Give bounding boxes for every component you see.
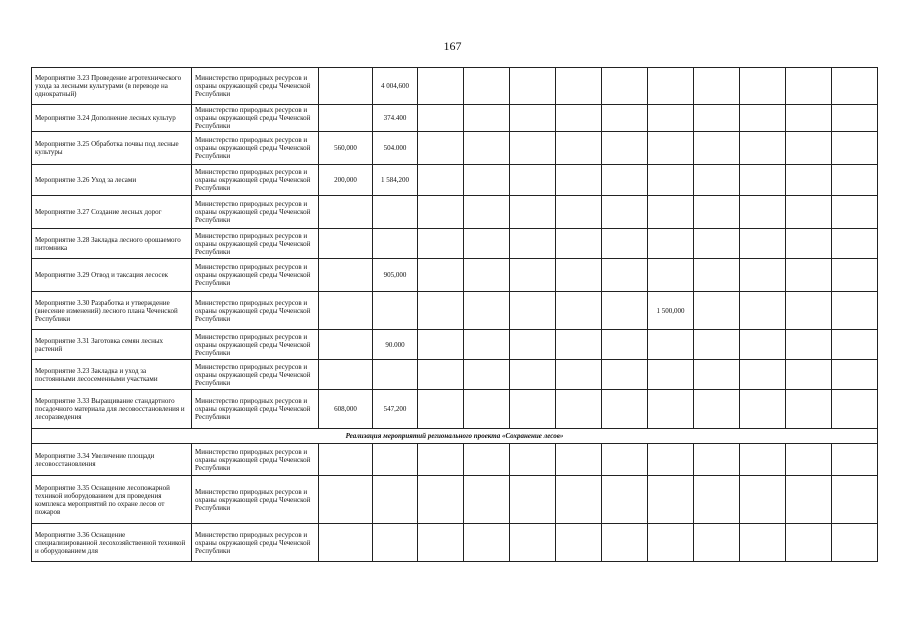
value-cell [418,390,464,429]
table-row [32,196,878,229]
measure-name: Мероприятие 3.33 Выращивание стандартного посадочного материала для лесовосстановления и лесоразведения [32,390,192,429]
value-cell [786,524,832,562]
value-cell [464,165,510,196]
measures-table [31,67,878,562]
value-cell [464,524,510,562]
value-cell [648,444,694,476]
table-row [32,259,878,292]
value-cell: 374.400 [373,105,418,132]
table-row [32,132,878,165]
table-row [32,330,878,360]
value-cell [832,259,878,292]
value-cell [602,68,648,105]
value-cell [556,229,602,259]
responsible-executor: Министерство природных ресурсов и охраны окружающей среды Чеченской Республики [192,390,319,429]
value-cell [740,68,786,105]
value-cell [510,524,556,562]
value-cell [510,330,556,360]
responsible-executor: Министерство природных ресурсов и охраны окружающей среды Чеченской Республики [192,444,319,476]
value-cell [694,132,740,165]
value-cell [510,292,556,330]
value-cell [694,330,740,360]
value-cell [602,229,648,259]
responsible-executor: Министерство природных ресурсов и охраны окружающей среды Чеченской Республики [192,165,319,196]
responsible-executor: Министерство природных ресурсов и охраны окружающей среды Чеченской Республики [192,68,319,105]
responsible-executor: Министерство природных ресурсов и охраны окружающей среды Чеченской Республики [192,229,319,259]
value-cell [648,229,694,259]
measure-name: Мероприятие 3.25 Обработка почвы под лесные культуры [32,132,192,165]
value-cell [602,132,648,165]
measure-name: Мероприятие 3.34 Увеличение площади лесовосстановления [32,444,192,476]
value-cell [602,476,648,524]
value-cell [373,444,418,476]
value-cell [464,390,510,429]
value-cell [832,165,878,196]
value-cell [319,476,373,524]
value-cell [602,360,648,390]
value-cell [694,229,740,259]
value-cell [786,68,832,105]
table-row [32,360,878,390]
value-cell [786,259,832,292]
value-cell [786,165,832,196]
value-cell [602,524,648,562]
value-cell [694,165,740,196]
value-cell [418,330,464,360]
value-cell [464,360,510,390]
value-cell [510,259,556,292]
value-cell [418,292,464,330]
value-cell [319,292,373,330]
value-cell [418,165,464,196]
value-cell [694,476,740,524]
table-row [32,444,878,476]
value-cell [786,292,832,330]
value-cell [464,132,510,165]
measure-name: Мероприятие 3.28 Закладка лесного орошаемого питомника [32,229,192,259]
table-row [32,229,878,259]
value-cell [510,476,556,524]
value-cell [694,360,740,390]
value-cell [832,444,878,476]
value-cell [648,132,694,165]
measure-name: Мероприятие 3.29 Отвод и таксация лесосек [32,259,192,292]
value-cell [740,524,786,562]
measure-name: Мероприятие 3.36 Оснащение специализированной лесохозяйственной техникой и оборудованием для [32,524,192,562]
value-cell [786,132,832,165]
value-cell: 504.000 [373,132,418,165]
value-cell [694,105,740,132]
value-cell [418,196,464,229]
value-cell [786,105,832,132]
value-cell [694,444,740,476]
value-cell [648,360,694,390]
value-cell [556,259,602,292]
value-cell [740,105,786,132]
value-cell [648,524,694,562]
value-cell [832,68,878,105]
table-row [32,165,878,196]
value-cell [556,292,602,330]
value-cell [602,444,648,476]
table-row [32,524,878,562]
value-cell [319,105,373,132]
value-cell [464,68,510,105]
value-cell: 4 004,600 [373,68,418,105]
responsible-executor: Министерство природных ресурсов и охраны окружающей среды Чеченской Республики [192,524,319,562]
value-cell [373,196,418,229]
value-cell [510,132,556,165]
value-cell [556,68,602,105]
value-cell [418,105,464,132]
measure-name: Мероприятие 3.23 Проведение агротехнического ухода за лесными культурами (в переводе на однократный) [32,68,192,105]
responsible-executor: Министерство природных ресурсов и охраны окружающей среды Чеченской Республики [192,196,319,229]
measure-name: Мероприятие 3.24 Дополнение лесных культур [32,105,192,132]
value-cell: 90.000 [373,330,418,360]
value-cell: 560,000 [319,132,373,165]
value-cell [510,390,556,429]
value-cell [373,360,418,390]
value-cell [648,476,694,524]
value-cell [464,444,510,476]
value-cell [556,105,602,132]
value-cell [418,68,464,105]
value-cell [464,292,510,330]
value-cell [602,259,648,292]
section-title: Реализация мероприятий регионального проекта «Сохранение лесов» [32,429,878,444]
value-cell [602,292,648,330]
measure-name: Мероприятие 3.26 Уход за лесами [32,165,192,196]
table-row [32,390,878,429]
value-cell [832,132,878,165]
responsible-executor: Министерство природных ресурсов и охраны окружающей среды Чеченской Республики [192,132,319,165]
value-cell [694,292,740,330]
value-cell [694,390,740,429]
value-cell [464,196,510,229]
value-cell [740,360,786,390]
value-cell [319,444,373,476]
value-cell [832,229,878,259]
table-body [32,68,878,562]
value-cell [740,196,786,229]
value-cell [319,68,373,105]
value-cell [740,330,786,360]
value-cell [510,196,556,229]
value-cell [740,390,786,429]
value-cell [418,476,464,524]
value-cell [648,196,694,229]
table-row [32,68,878,105]
value-cell [319,196,373,229]
value-cell [832,390,878,429]
table-row [32,476,878,524]
value-cell [319,330,373,360]
value-cell [786,196,832,229]
value-cell [602,105,648,132]
value-cell [373,476,418,524]
value-cell [373,524,418,562]
value-cell [556,132,602,165]
value-cell [832,105,878,132]
value-cell [786,476,832,524]
value-cell [464,476,510,524]
value-cell: 608,000 [319,390,373,429]
value-cell [319,524,373,562]
value-cell [373,292,418,330]
value-cell [786,360,832,390]
value-cell [740,292,786,330]
value-cell [319,259,373,292]
value-cell: 200,000 [319,165,373,196]
value-cell [694,68,740,105]
value-cell [740,444,786,476]
value-cell [319,229,373,259]
value-cell [418,229,464,259]
value-cell [832,330,878,360]
responsible-executor: Министерство природных ресурсов и охраны окружающей среды Чеченской Республики [192,360,319,390]
value-cell [648,390,694,429]
value-cell [740,165,786,196]
value-cell [602,390,648,429]
value-cell [510,360,556,390]
value-cell [556,196,602,229]
value-cell [510,229,556,259]
value-cell [786,229,832,259]
value-cell [556,476,602,524]
value-cell [740,229,786,259]
value-cell [694,196,740,229]
value-cell [464,105,510,132]
value-cell [648,165,694,196]
value-cell [556,165,602,196]
value-cell [832,292,878,330]
section-row [32,429,878,444]
value-cell [740,476,786,524]
measure-name: Мероприятие 3.27 Создание лесных дорог [32,196,192,229]
value-cell [694,524,740,562]
value-cell [740,259,786,292]
value-cell [418,132,464,165]
value-cell [418,524,464,562]
value-cell: 905,000 [373,259,418,292]
value-cell [319,360,373,390]
value-cell: 547,200 [373,390,418,429]
value-cell [510,68,556,105]
table-row [32,105,878,132]
value-cell [786,330,832,360]
responsible-executor: Министерство природных ресурсов и охраны окружающей среды Чеченской Республики [192,330,319,360]
value-cell [786,444,832,476]
responsible-executor: Министерство природных ресурсов и охраны окружающей среды Чеченской Республики [192,105,319,132]
value-cell [418,259,464,292]
value-cell: 1 500,000 [648,292,694,330]
value-cell [832,524,878,562]
table-row [32,292,878,330]
value-cell [556,390,602,429]
value-cell [740,132,786,165]
value-cell [602,165,648,196]
measure-name: Мероприятие 3.23 Закладка и уход за постоянными лесосеменными участками [32,360,192,390]
value-cell [786,390,832,429]
value-cell [648,330,694,360]
value-cell [832,476,878,524]
responsible-executor: Министерство природных ресурсов и охраны окружающей среды Чеченской Республики [192,292,319,330]
value-cell [510,444,556,476]
value-cell [510,105,556,132]
page-number: 167 [443,39,462,53]
value-cell [418,360,464,390]
value-cell [602,330,648,360]
value-cell [832,196,878,229]
value-cell [464,259,510,292]
value-cell [464,330,510,360]
value-cell [648,68,694,105]
value-cell [648,259,694,292]
value-cell [464,229,510,259]
value-cell [418,444,464,476]
value-cell [556,444,602,476]
measure-name: Мероприятие 3.30 Разработка и утверждение (внесение изменений) лесного плана Чеченской Республики [32,292,192,330]
value-cell [373,229,418,259]
measure-name: Мероприятие 3.35 Оснащение лесопожарной техникой иоборудованием для проведения комплекса мероприятий по охране лесов от пожаров [32,476,192,524]
measure-name: Мероприятие 3.31 Заготовка семян лесных растений [32,330,192,360]
responsible-executor: Министерство природных ресурсов и охраны окружающей среды Чеченской Республики [192,259,319,292]
value-cell [694,259,740,292]
responsible-executor: Министерство природных ресурсов и охраны окружающей среды Чеченской Республики [192,476,319,524]
value-cell [556,330,602,360]
value-cell: 1 584,200 [373,165,418,196]
value-cell [648,105,694,132]
value-cell [832,360,878,390]
value-cell [510,165,556,196]
value-cell [556,360,602,390]
value-cell [602,196,648,229]
value-cell [556,524,602,562]
